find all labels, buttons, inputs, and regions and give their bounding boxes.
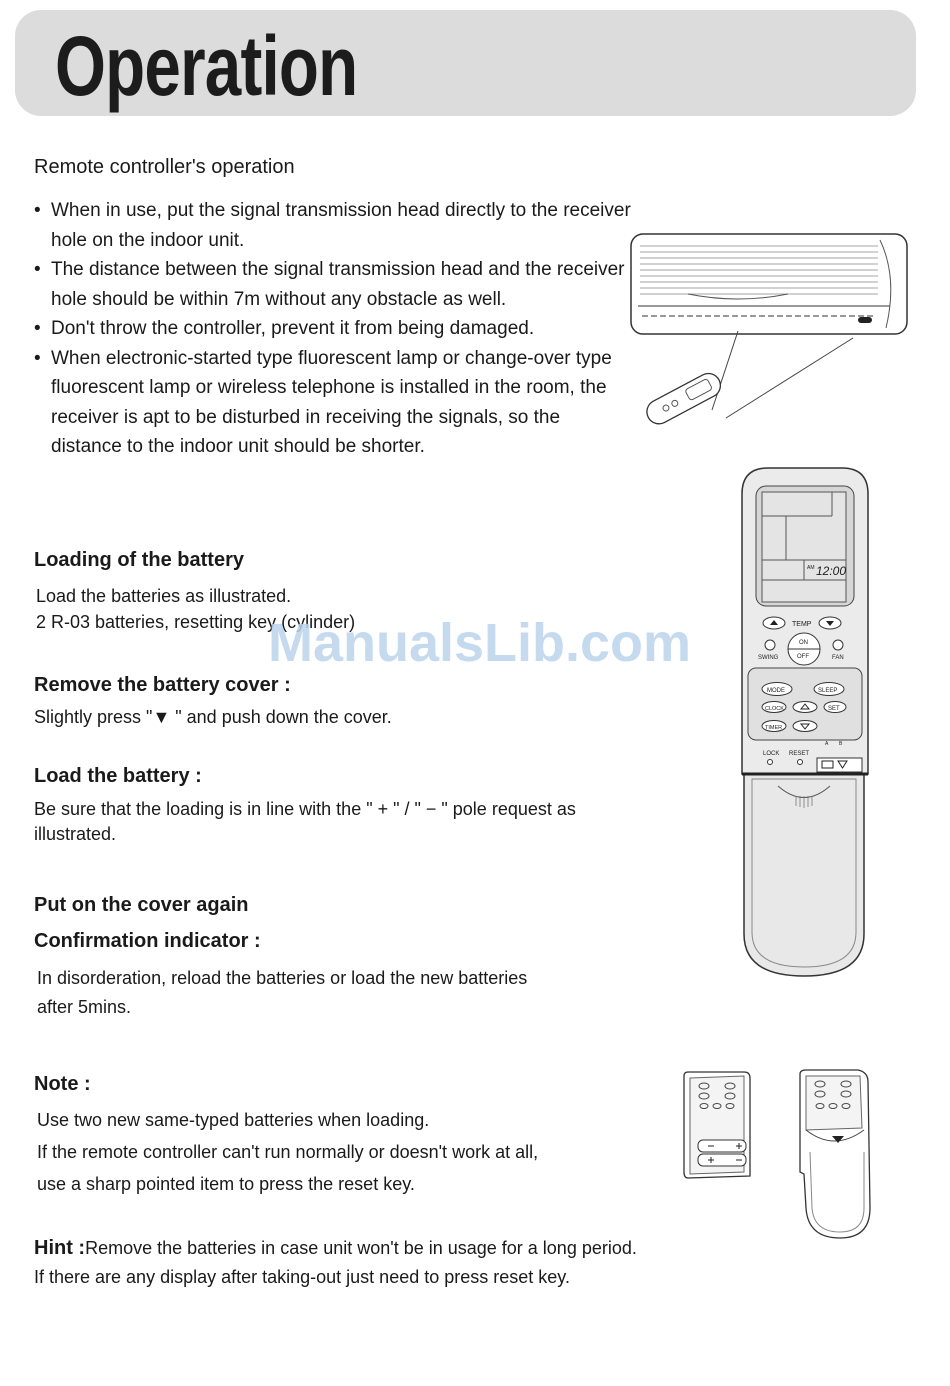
hint-line-2: If there are any display after taking-out just need to press reset key. xyxy=(34,1267,570,1287)
fan-label: FAN xyxy=(832,655,844,661)
load-battery-line-1: Be sure that the loading is in line with the " + " / " − " pole request as xyxy=(34,799,576,819)
remove-cover-text-end: " and push down the cover. xyxy=(170,707,392,727)
set-label: SET xyxy=(828,706,840,712)
switch-a-label: A xyxy=(825,741,829,747)
hint-text-1: Remove the batteries in case unit won't be in usage for a long period. xyxy=(85,1238,637,1258)
remote-open-back-illustration xyxy=(684,1072,750,1178)
switch-b-label: B xyxy=(839,741,843,747)
swing-button[interactable] xyxy=(765,640,775,650)
remove-cover-text xyxy=(34,703,392,732)
hint-label: Hint : xyxy=(34,1237,86,1259)
page-header xyxy=(15,10,916,116)
adjust-down-button[interactable] xyxy=(793,721,817,732)
list-item: • When electronic-started type fluorescent lamp or change-over type fluorescent lamp or wireless telephone is installed in the room, the receiver is apt to be disturbed in receiving the signals, so the distance to the indoor unit should be shorter. xyxy=(34,344,634,462)
confirmation-line-1: In disorderation, reload the batteries or load the new batteries xyxy=(37,968,528,988)
display-am-label: AM xyxy=(807,565,815,571)
mode-label: MODE xyxy=(767,688,785,694)
section-title-put-cover: Put on the cover again xyxy=(34,894,249,916)
clock-label: CLOCK xyxy=(765,706,784,712)
adjust-up-button[interactable] xyxy=(793,702,817,713)
display-clock: 12:00 xyxy=(816,564,847,578)
section-title-confirmation: Confirmation indicator : xyxy=(34,930,261,952)
note-line-3: use a sharp pointed item to press the reset key. xyxy=(37,1174,415,1194)
note-line-2: If the remote controller can't run normally or doesn't work at all, xyxy=(37,1142,539,1162)
temp-label: TEMP xyxy=(792,621,812,628)
section-title-note: Note : xyxy=(34,1073,91,1095)
remote-controller-illustration xyxy=(738,464,872,980)
confirmation-line-2: after 5mins. xyxy=(37,997,132,1017)
remove-cover-text-start: Slightly press " xyxy=(34,707,153,727)
off-label: OFF xyxy=(797,654,809,660)
hint-line-1 xyxy=(34,1234,637,1263)
watermark: ManualsLib.com xyxy=(268,613,692,673)
list-item: • When in use, put the signal transmission head directly to the receiver hole on the indoor unit. xyxy=(34,196,634,255)
section-title-remote: Remote controller's operation xyxy=(34,156,295,178)
list-item: • The distance between the signal transmission head and the receiver hole should be within 7m without any obstacle as well. xyxy=(34,255,634,314)
section-title-load-battery: Load the battery : xyxy=(34,765,202,787)
battery-illustration xyxy=(680,1068,880,1244)
sleep-label: SLEEP xyxy=(818,688,838,694)
list-item: • Don't throw the controller, prevent it from being damaged. xyxy=(34,314,634,344)
lock-button[interactable] xyxy=(768,760,773,765)
indoor-unit-illustration xyxy=(628,228,912,462)
fan-button[interactable] xyxy=(833,640,843,650)
remote-bullet-list xyxy=(34,196,634,462)
lock-label: LOCK xyxy=(763,751,780,757)
section-title-loading: Loading of the battery xyxy=(34,549,244,571)
down-triangle-icon: ▼ xyxy=(152,707,171,727)
reset-label: RESET xyxy=(789,751,810,757)
section-title-remove-cover: Remove the battery cover : xyxy=(34,674,291,696)
reset-button[interactable] xyxy=(798,760,803,765)
loading-line-2: 2 R-03 batteries, resetting key (cylinder) xyxy=(36,612,356,632)
timer-label: TIMER xyxy=(765,725,783,731)
page-title: Operation xyxy=(55,19,358,113)
loading-line-1: Load the batteries as illustrated. xyxy=(36,586,292,606)
swing-label: SWING xyxy=(758,655,779,661)
load-battery-line-2: illustrated. xyxy=(34,824,117,844)
remote-with-cover-illustration xyxy=(800,1070,870,1238)
note-line-1: Use two new same-typed batteries when loading. xyxy=(37,1110,430,1130)
on-label: ON xyxy=(799,640,808,646)
